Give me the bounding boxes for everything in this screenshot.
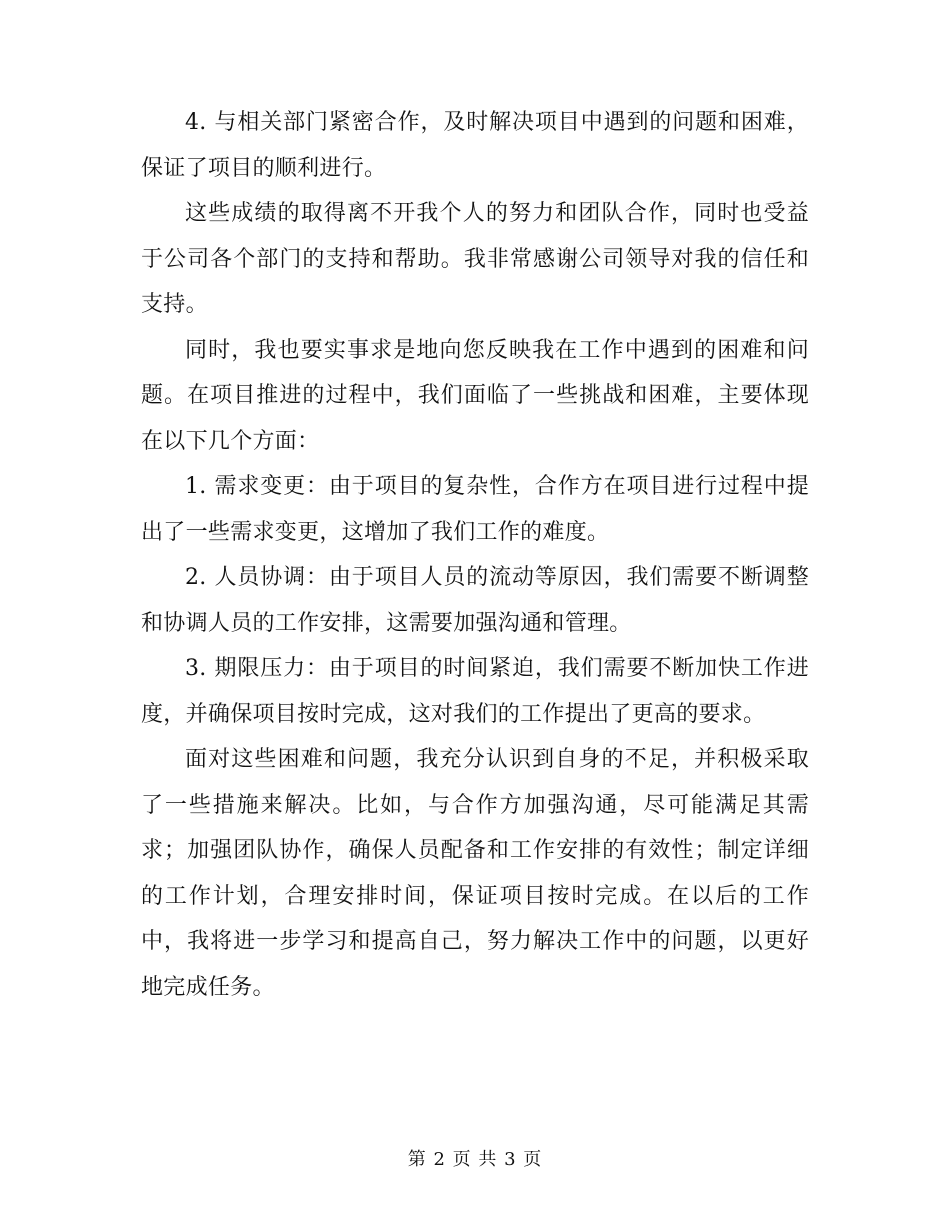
paragraph-difficulties-intro: 同时，我也要实事求是地向您反映我在工作中遇到的困难和问题。在项目推进的过程中，我们面临了一些挑战和困难，主要体现在以下几个方面： bbox=[141, 337, 809, 454]
paragraph-item-4-cooperation: 4. 与相关部门紧密合作，及时解决项目中遇到的问题和困难，保证了项目的顺利进行。 bbox=[141, 110, 809, 181]
paragraph-measures: 面对这些困难和问题，我充分认识到自身的不足，并积极采取了一些措施来解决。比如，与合作方加强沟通，尽可能满足其需求；加强团队协作，确保人员配备和工作安排的有效性；制定详细的工作计划，合理安排时间，保证项目按时完成。在以后的工作中，我将进一步学习和提高自己，努力解决工作中的问题，以更好地完成任务。 bbox=[141, 747, 809, 1000]
paragraph-achievements-thanks: 这些成绩的取得离不开我个人的努力和团队合作，同时也受益于公司各个部门的支持和帮助。我非常感谢公司领导对我的信任和支持。 bbox=[141, 201, 809, 317]
paragraph-item-1-requirements: 1. 需求变更：由于项目的复杂性，合作方在项目进行过程中提出了一些需求变更，这增加了我们工作的难度。 bbox=[141, 474, 809, 545]
page-number-label: 第 2 页 共 3 页 bbox=[407, 1149, 543, 1170]
document-body bbox=[141, 100, 809, 1010]
paragraph-item-3-deadline: 3. 期限压力：由于项目的时间紧迫，我们需要不断加快工作进度，并确保项目按时完成，这对我们的工作提出了更高的要求。 bbox=[141, 656, 809, 727]
page-footer bbox=[0, 1148, 950, 1172]
paragraph-item-2-staffing: 2. 人员协调：由于项目人员的流动等原因，我们需要不断调整和协调人员的工作安排，这需要加强沟通和管理。 bbox=[141, 565, 809, 636]
